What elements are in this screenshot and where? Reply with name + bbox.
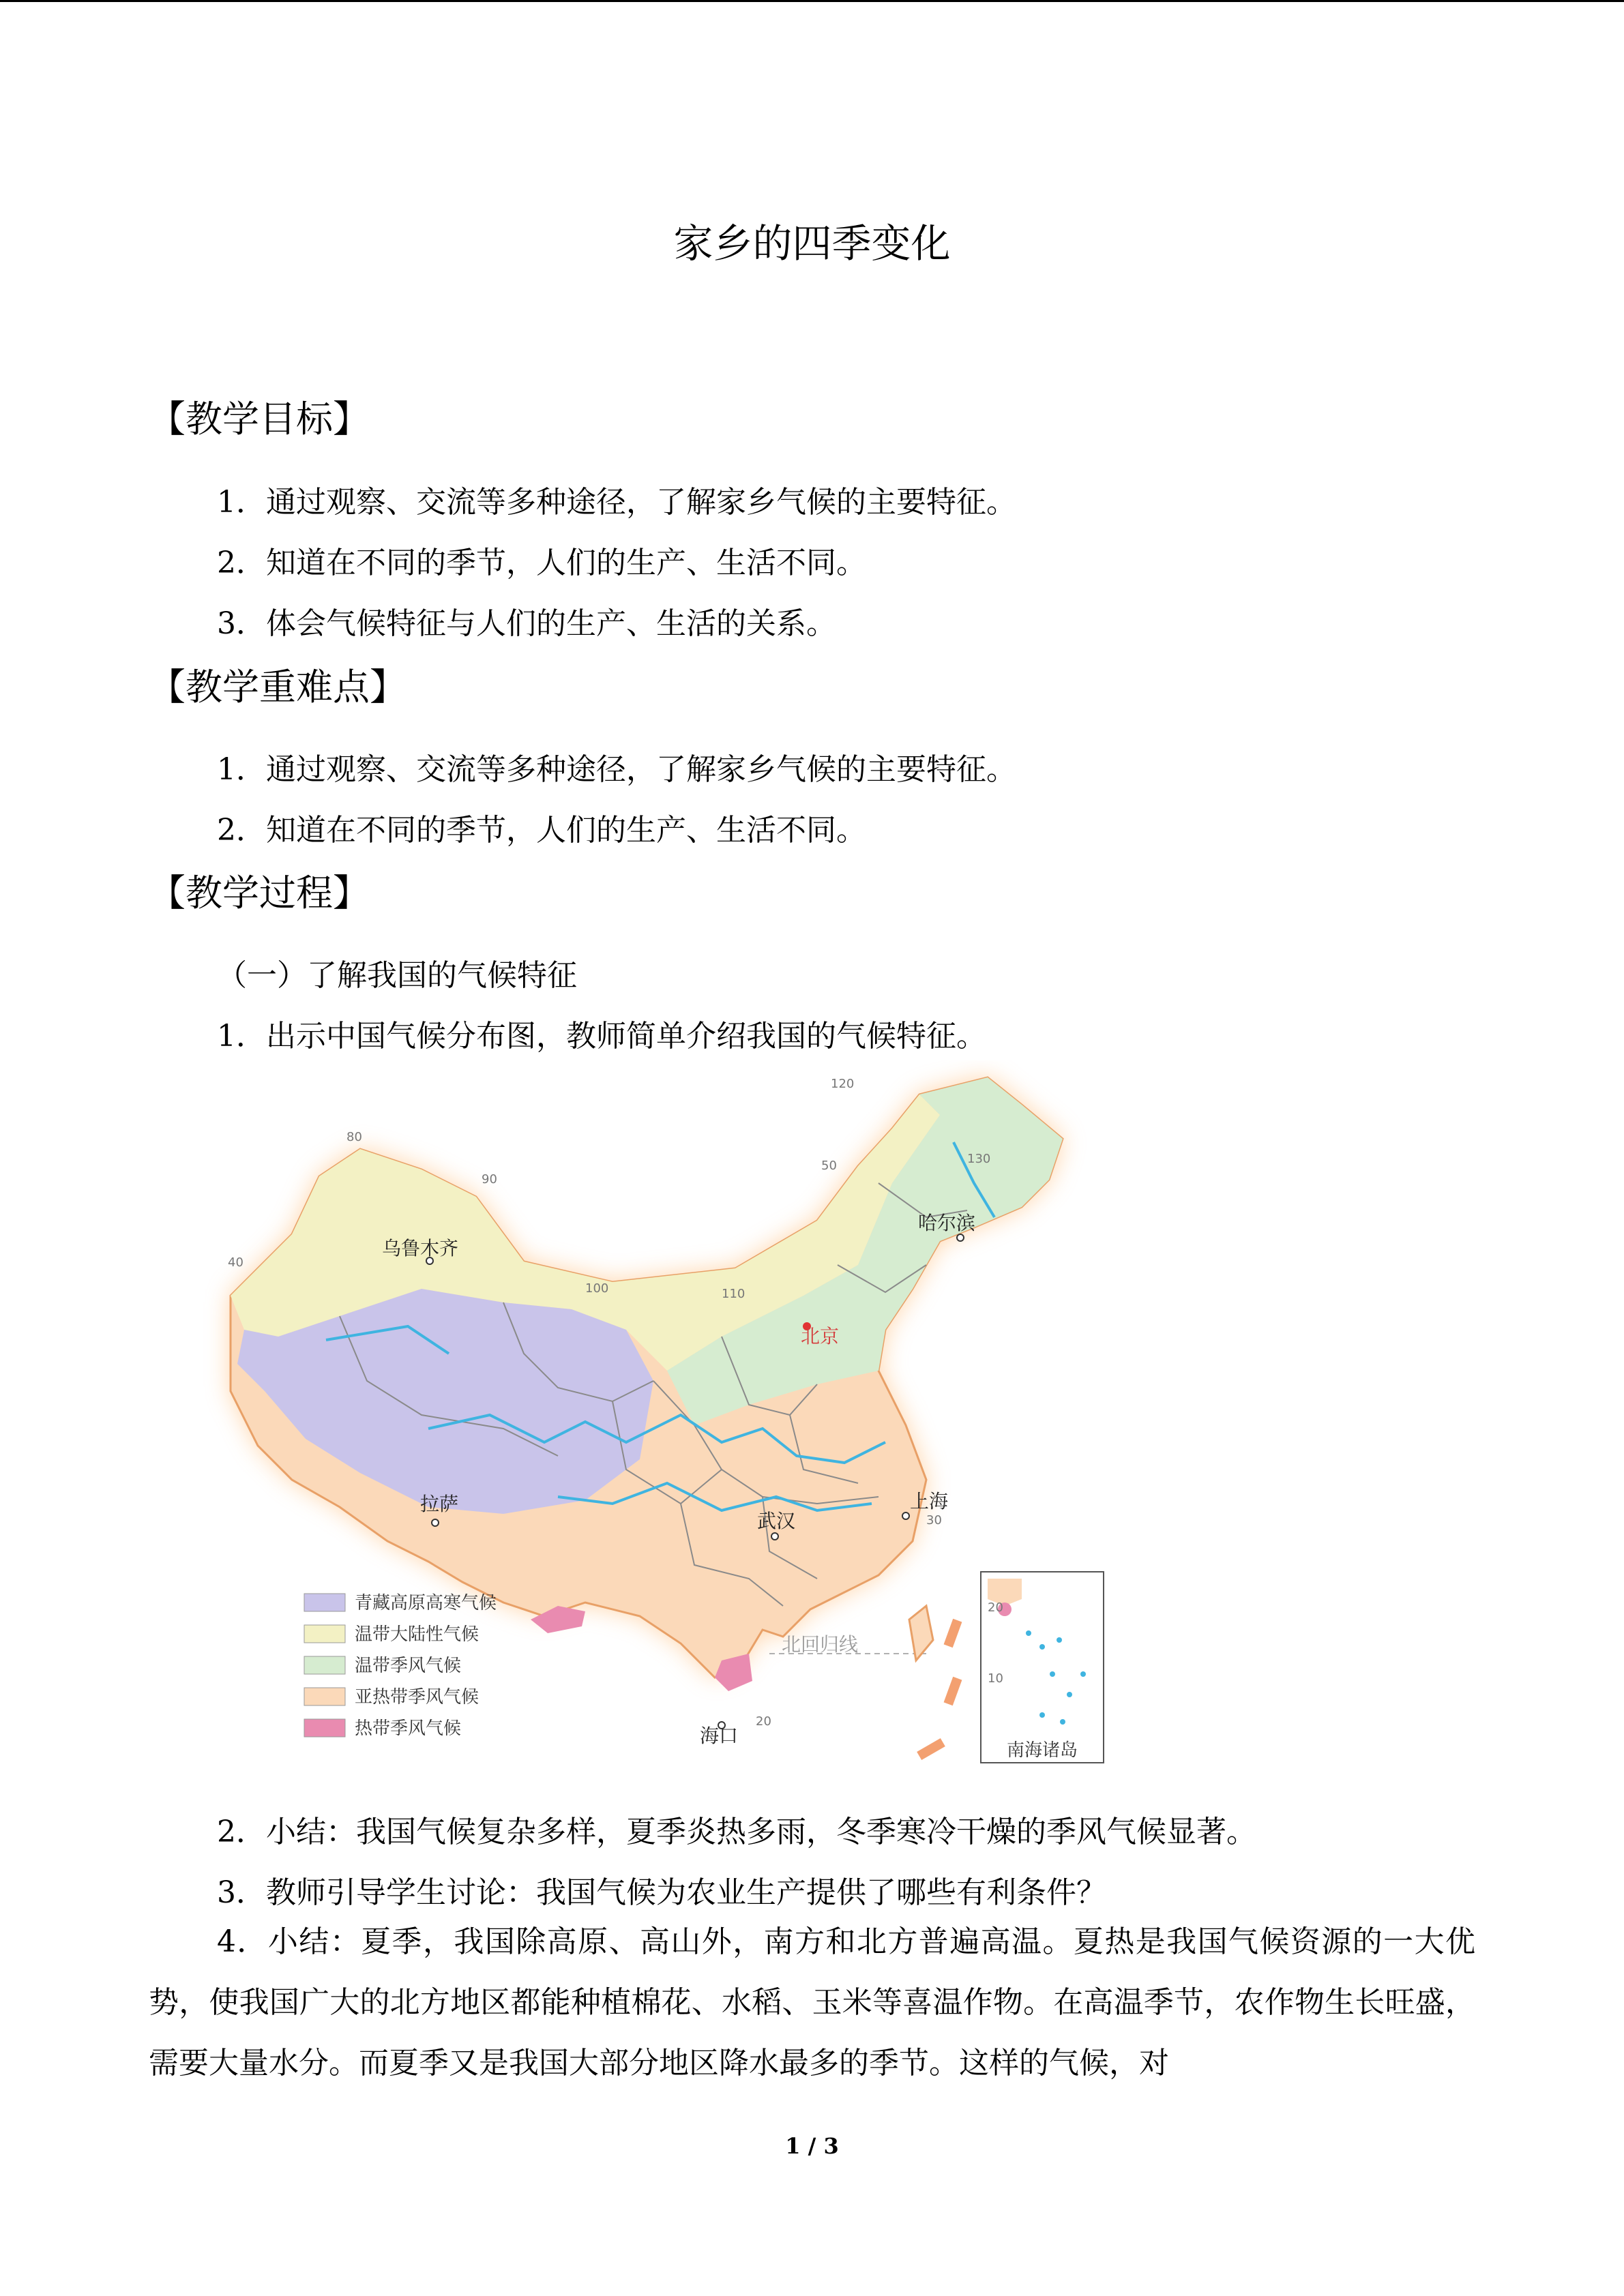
page-number: 1 / 3 [785, 2133, 839, 2159]
longitude-label: 90 [482, 1172, 497, 1187]
inset-tick: 20 [988, 1600, 1003, 1615]
legend-label-temperate-monsoon: 温带季风气候 [355, 1656, 462, 1676]
legend-swatch-subtropical-monsoon [304, 1688, 345, 1705]
city-dot [902, 1512, 909, 1519]
city-shanghai: 上海 [910, 1490, 949, 1512]
longitude-label: 130 [967, 1152, 991, 1166]
region-temperate-monsoon [667, 1077, 1063, 1425]
process-item-4: 4．小结：夏季，我国除高原、高山外，南方和北方普遍高温。夏热是我国气候资源的一大优势，使我国广大的北方地区都能种植棉花、水稻、玉米等喜温作物。在高温季节，农作物生长旺盛，需要大量水分。而夏季又是我国大部分地区降水最多的季节。这样的气候，对 [149, 1924, 1475, 2081]
legend-swatch-plateau [304, 1594, 345, 1611]
process-subheading: （一）了解我国的气候特征 [217, 958, 577, 993]
legend-label-temperate-continental: 温带大陆性气候 [355, 1624, 479, 1645]
top-border-line [0, 0, 1624, 2]
legend-label-plateau: 青藏高原高寒气候 [355, 1593, 497, 1613]
inset-tick: 10 [988, 1671, 1003, 1686]
heading-goals: 【教学目标】 [149, 398, 370, 441]
longitude-label: 100 [585, 1281, 609, 1296]
city-beijing: 北京 [801, 1325, 840, 1347]
goal-item-1: 1．通过观察、交流等多种途径，了解家乡气候的主要特征。 [217, 485, 1016, 520]
heading-key-points: 【教学重难点】 [149, 666, 407, 709]
city-haikou: 海口 [700, 1725, 739, 1747]
legend-label-subtropical-monsoon: 亚热带季风气候 [355, 1687, 479, 1708]
latitude-label: 50 [821, 1159, 837, 1173]
process-item-3: 3．教师引导学生讨论：我国气候为农业生产提供了哪些有利条件？ [217, 1875, 1106, 1910]
longitude-label: 110 [722, 1287, 745, 1301]
key-point-item-1: 1．通过观察、交流等多种途径，了解家乡气候的主要特征。 [217, 752, 1016, 787]
longitude-label: 120 [831, 1077, 855, 1091]
map-legend [304, 1593, 497, 1739]
legend-label-tropical-monsoon: 热带季风气候 [355, 1718, 462, 1739]
city-urumqi: 乌鲁木齐 [382, 1237, 459, 1259]
china-climate-map [203, 1060, 1110, 1773]
south-china-sea-inset [981, 1572, 1104, 1763]
heading-process: 【教学过程】 [149, 871, 370, 914]
goal-item-3: 3．体会气候特征与人们的生产、生活的关系。 [217, 606, 836, 641]
latitude-label: 20 [756, 1714, 771, 1729]
goal-item-2: 2．知道在不同的季节，人们的生产、生活不同。 [217, 546, 866, 580]
city-wuhan: 武汉 [757, 1510, 796, 1532]
legend-swatch-temperate-continental [304, 1625, 345, 1643]
city-dot [771, 1533, 778, 1540]
tropic-label: 北回归线 [782, 1633, 859, 1656]
legend-swatch-tropical-monsoon [304, 1719, 345, 1737]
city-dot [957, 1234, 964, 1241]
legend-swatch-temperate-monsoon [304, 1656, 345, 1674]
key-point-item-2: 2．知道在不同的季节，人们的生产、生活不同。 [217, 813, 866, 848]
process-item-1: 1．出示中国气候分布图，教师简单介绍我国的气候特征。 [217, 1019, 986, 1054]
page-title: 家乡的四季变化 [673, 220, 951, 267]
city-harbin: 哈尔滨 [918, 1212, 976, 1234]
city-lhasa: 拉萨 [420, 1493, 459, 1515]
process-item-2: 2．小结：我国气候复杂多样，夏季炎热多雨，冬季寒冷干燥的季风气候显著。 [217, 1815, 1256, 1849]
inset-label: 南海诸岛 [1007, 1740, 1078, 1761]
latitude-label: 30 [926, 1513, 942, 1527]
city-dot [432, 1519, 439, 1526]
island-taiwan [909, 1606, 933, 1660]
latitude-label: 40 [228, 1255, 243, 1270]
longitude-label: 80 [346, 1130, 362, 1144]
